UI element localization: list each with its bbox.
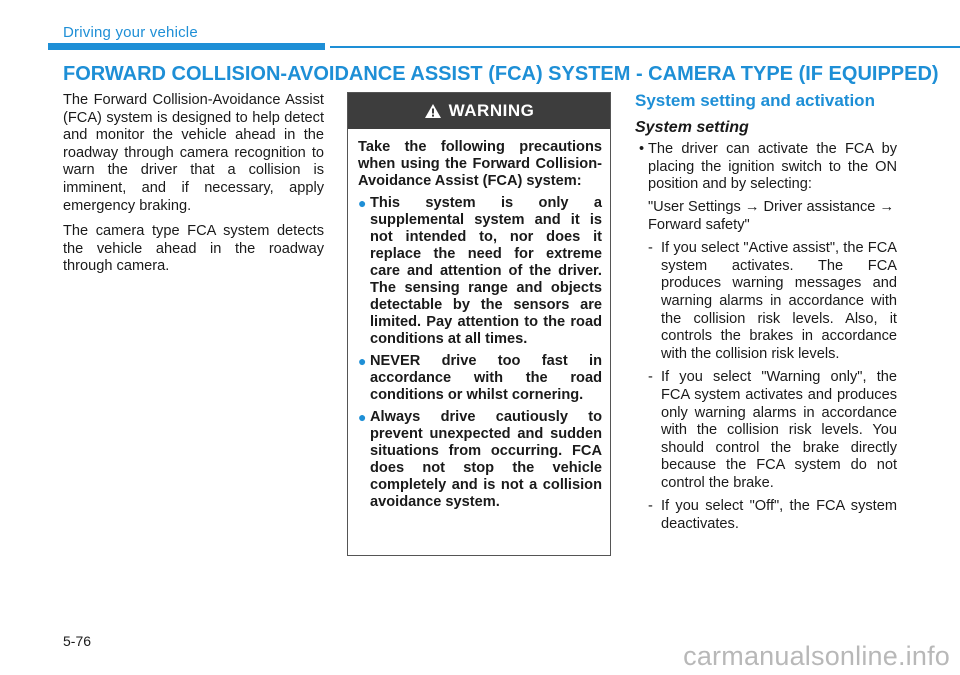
setting-bullet: [635, 141, 897, 194]
warning-bullet-text: NEVER drive too fast in accordance with the road conditions or whilst cornering.: [370, 353, 602, 403]
bullet-dot: ●: [358, 409, 367, 425]
option-text: If you select "Warning only", the FCA system activates and produces only warning alarms in accordance with the collision risk levels. You should control the brake directly because the FCA system do not control the brake.: [661, 369, 897, 491]
warning-bullet-text: Always drive cautiously to prevent unexpected and sudden situations from occurring. FCA does not stop the vehicle completely and is not a collision avoidance system.: [370, 409, 602, 510]
bullet-dot: ●: [358, 353, 367, 369]
page-number: 5-76: [63, 633, 92, 649]
setting-bullet-text: The driver can activate the FCA by placing the ignition switch to the ON position and by selecting:: [648, 141, 897, 193]
warning-bullet: [358, 409, 602, 511]
subsection-heading: System setting: [635, 118, 749, 136]
option-text: If you select "Active assist", the FCA system activates. The FCA produces warning messages and warning alarms in accordance with the collision risk levels. Also, it controls the brakes in accordance with the collision risk levels.: [661, 240, 897, 362]
page-title: FORWARD COLLISION-AVOIDANCE ASSIST (FCA) SYSTEM - CAMERA TYPE (IF EQUIPPED): [63, 63, 939, 85]
left-column: [63, 92, 324, 284]
intro-paragraph: The Forward Collision-Avoidance Assist (FCA) system is designed to help detect and monitor the vehicle ahead in the roadway through camera recognition to warn the driver that a collision is imminent, and if necessary, apply emergency braking.: [63, 92, 324, 214]
section-heading: System setting and activation: [635, 91, 875, 110]
right-column: [635, 92, 897, 540]
camera-paragraph: The camera type FCA system detects the vehicle ahead in the roadway through camera.: [63, 223, 324, 275]
dash-marker: -: [648, 498, 653, 515]
bullet-dot: ●: [358, 195, 367, 211]
warning-body: [348, 129, 610, 511]
header-rule-thin: [330, 46, 960, 48]
option-item: [648, 240, 897, 363]
dash-marker: -: [648, 240, 653, 257]
menu-path: "User Settings → Driver assistance → Forward safety": [648, 198, 895, 233]
option-item: [648, 369, 897, 492]
warning-bullet-text: This system is only a supplemental system and it is not intended to, nor does it replace the need for extreme care and attention of the driver. The sensing range and objects detectable by the sensors are limited. Pay attention to the road conditions at all times.: [370, 195, 602, 347]
warning-box: [347, 92, 611, 556]
option-item: [648, 498, 897, 533]
warning-bullet: [358, 195, 602, 348]
warning-triangle-icon: [424, 103, 442, 119]
option-text: If you select "Off", the FCA system deactivates.: [661, 498, 897, 533]
warning-title: WARNING: [448, 101, 535, 120]
section-label: Driving your vehicle: [63, 24, 198, 41]
warning-bullet: [358, 353, 602, 404]
watermark: carmanualsonline.info: [683, 641, 950, 671]
warning-intro: Take the following precautions when using the Forward Collision-Avoidance Assist (FCA) system:: [358, 139, 602, 189]
header-rule-thick: [48, 43, 325, 50]
dash-marker: -: [648, 369, 653, 386]
warning-header: [348, 93, 610, 129]
bullet-dot: •: [638, 141, 645, 158]
